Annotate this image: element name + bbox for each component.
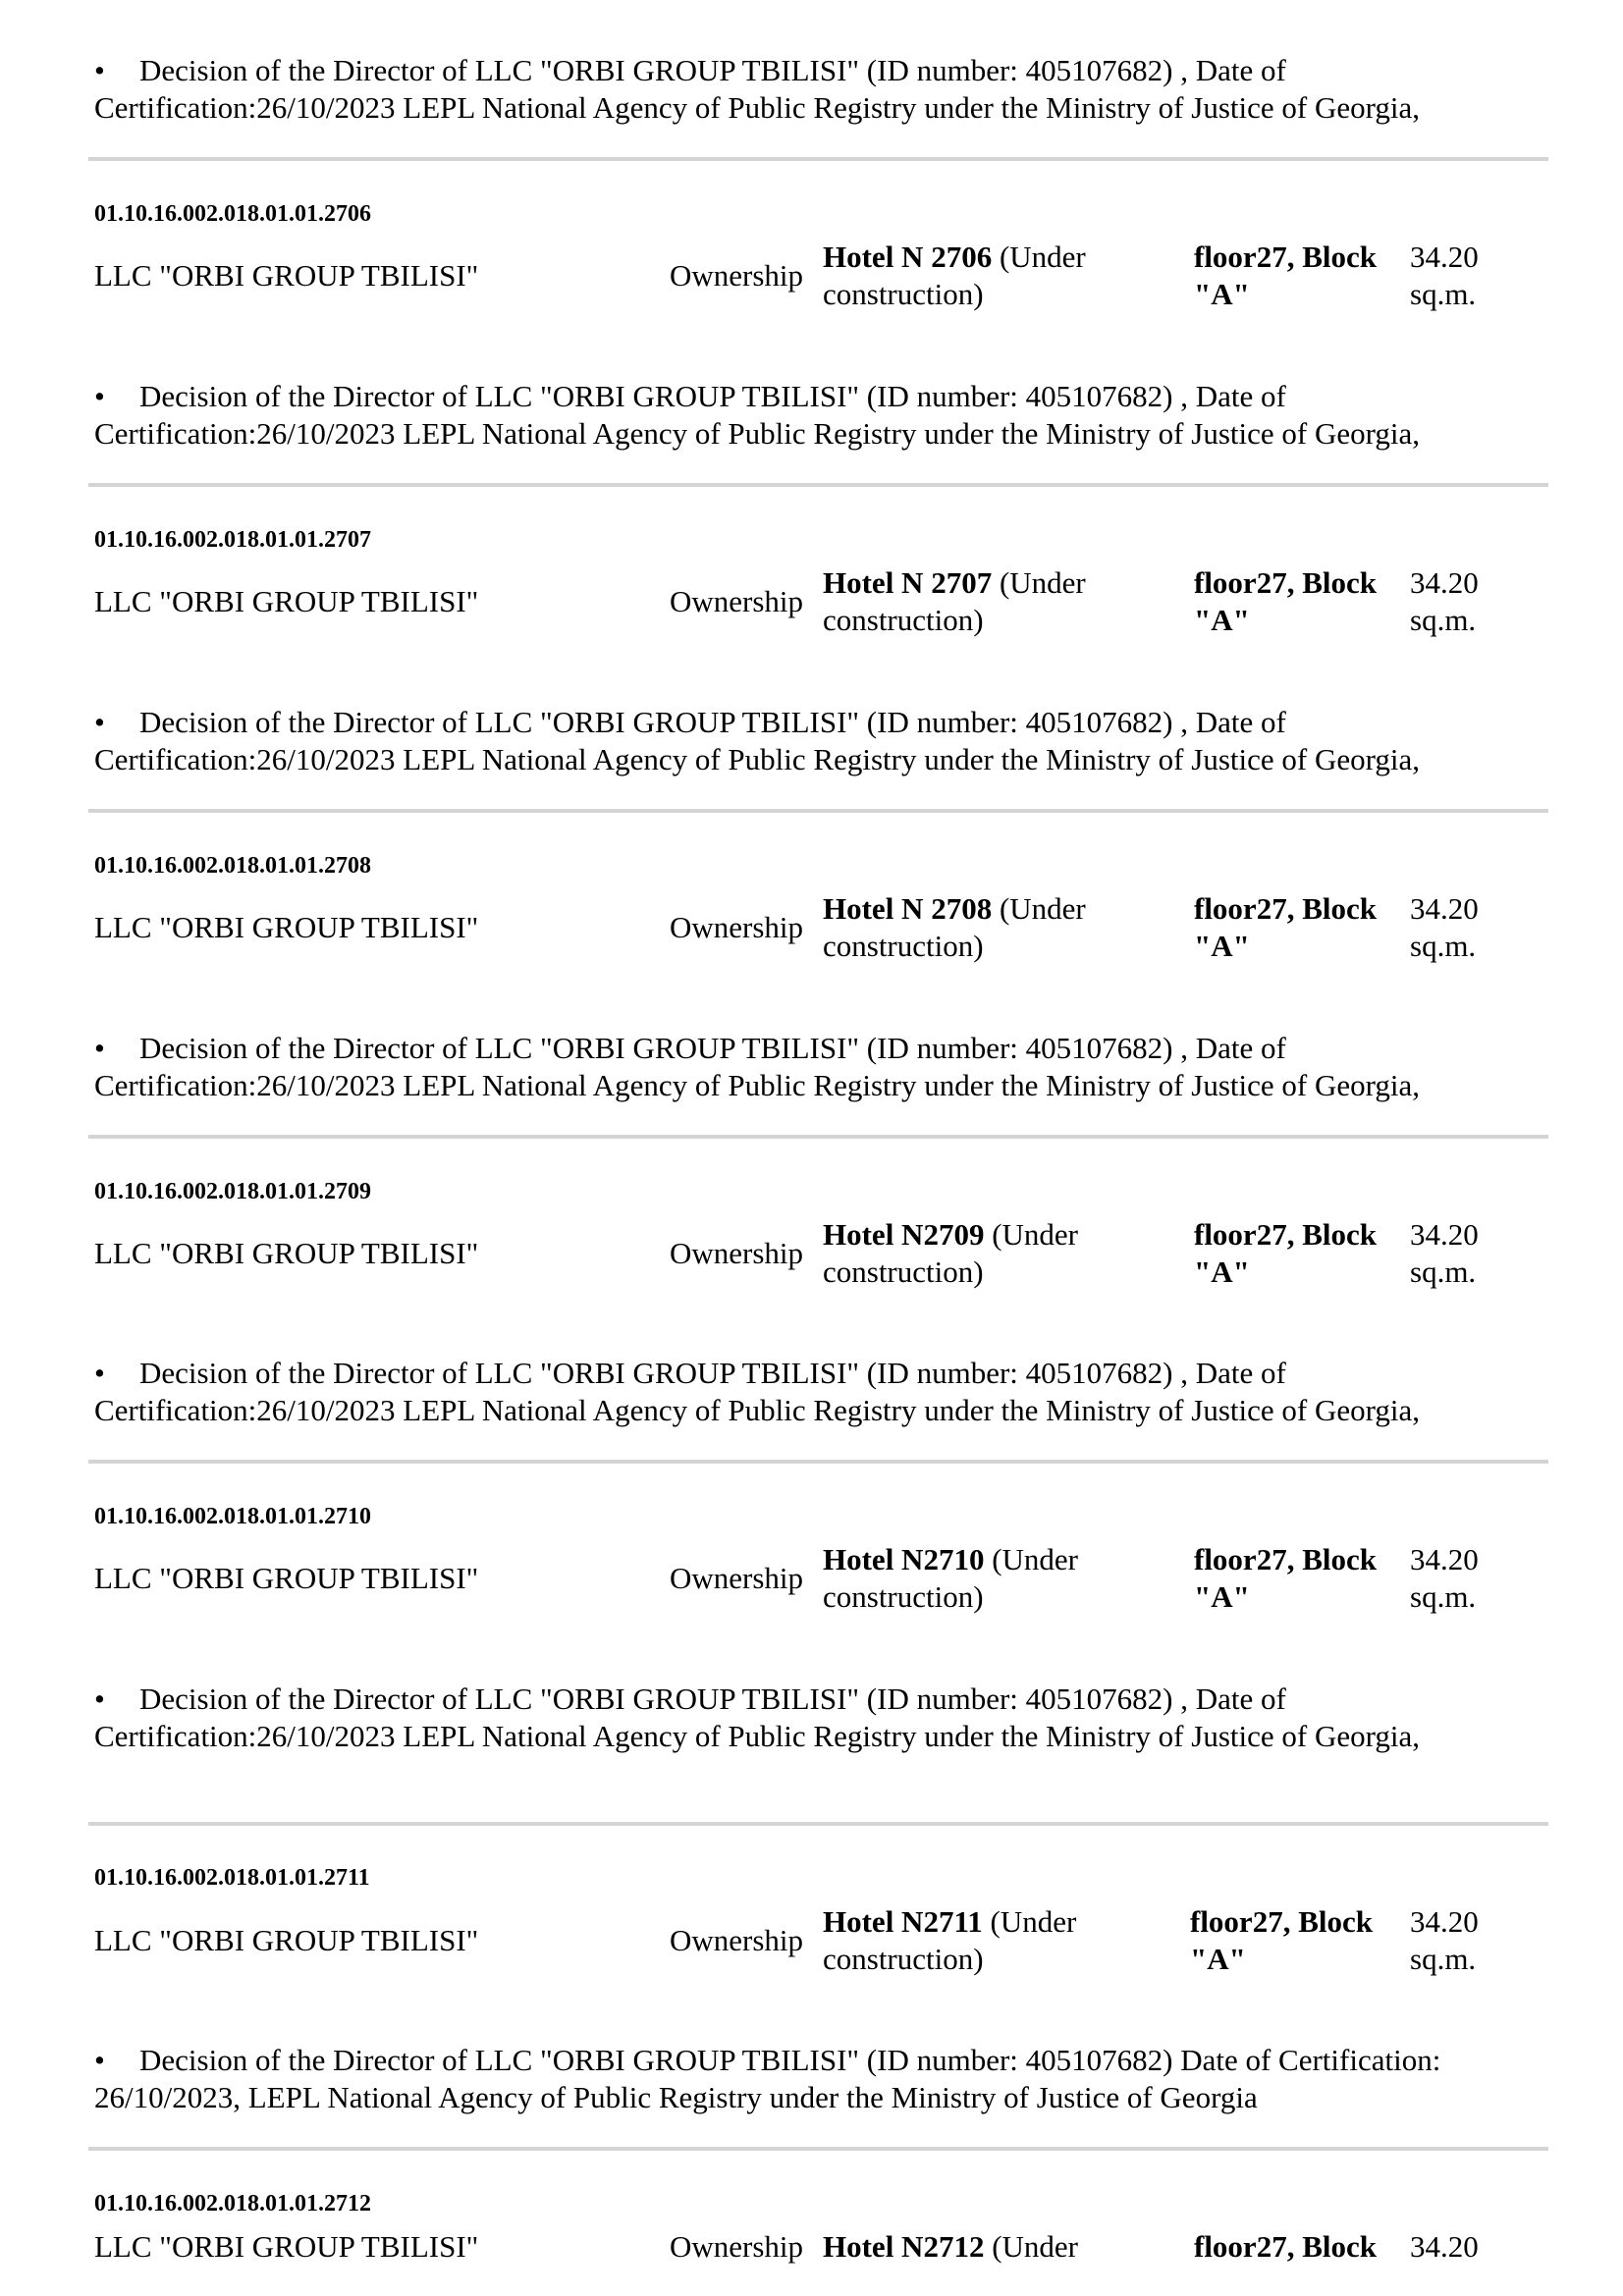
property-description [823,1216,1176,1291]
owner-name: LLC "ORBI GROUP TBILISI" [94,2229,479,2264]
property-description [823,2228,1176,2266]
bullet-icon: • [94,1356,105,1390]
decision-note: • Decision of the Director of LLC "ORBI GROUP TBILISI" (ID number: 405107682) , Date of Certification:26/10/2023 LEPL National Agency of Public Registry under the Ministry of Justice of Georgia, [94,53,1420,125]
property-location: floor27, Block [1194,2229,1377,2264]
divider [88,483,1548,487]
property-description [823,239,1176,313]
divider [88,2147,1548,2151]
right-type: Ownership [670,1561,804,1595]
property-description [823,564,1176,639]
property-status: (Under construction) [823,891,1086,963]
owner-name: LLC "ORBI GROUP TBILISI" [94,1561,479,1595]
cadastral-code: 01.10.16.002.018.01.01.2706 [94,201,371,227]
property-location: floor27, Block "A" [1194,1217,1377,1289]
divider [88,1822,1548,1826]
right-type: Ownership [670,1236,804,1270]
property-location: floor27, Block "A" [1190,1904,1373,1976]
bullet-icon: • [94,2043,105,2077]
owner-name: LLC "ORBI GROUP TBILISI" [94,1236,479,1270]
cadastral-code: 01.10.16.002.018.01.01.2707 [94,527,371,553]
right-type: Ownership [670,2229,804,2264]
property-status: (Under construction) [823,565,1086,637]
property-description [823,890,1176,965]
property-name: Hotel N2709 [823,1217,985,1252]
divider [88,1135,1548,1139]
property-name: Hotel N 2706 [823,240,993,274]
cadastral-code: 01.10.16.002.018.01.01.2709 [94,1179,371,1204]
property-name: Hotel N2712 [823,2229,985,2264]
decision-note: • Decision of the Director of LLC "ORBI GROUP TBILISI" (ID number: 405107682) , Date of Certification:26/10/2023 LEPL National Agency of Public Registry under the Ministry of Justice of Georgia, [94,705,1420,776]
property-name: Hotel N 2707 [823,565,993,600]
owner-name: LLC "ORBI GROUP TBILISI" [94,584,479,618]
property-area: 34.20 sq.m. [1410,1904,1479,1976]
right-type: Ownership [670,258,804,293]
property-location: floor27, Block "A" [1194,1542,1377,1614]
decision-note: • Decision of the Director of LLC "ORBI GROUP TBILISI" (ID number: 405107682) , Date of Certification:26/10/2023 LEPL National Agency of Public Registry under the Ministry of Justice of Georgia, [94,379,1420,451]
decision-note: • Decision of the Director of LLC "ORBI GROUP TBILISI" (ID number: 405107682) , Date of Certification:26/10/2023 LEPL National Agency of Public Registry under the Ministry of Justice of Georgia, [94,1682,1420,1753]
cadastral-code: 01.10.16.002.018.01.01.2711 [94,1865,370,1891]
decision-note: • Decision of the Director of LLC "ORBI GROUP TBILISI" (ID number: 405107682) , Date of Certification:26/10/2023 LEPL National Agency of Public Registry under the Ministry of Justice of Georgia, [94,1031,1420,1102]
property-description [823,1541,1176,1616]
bullet-icon: • [94,1031,105,1065]
decision-note: • Decision of the Director of LLC "ORBI GROUP TBILISI" (ID number: 405107682) Date of Certification: 26/10/2023, LEPL National Agency of Public Registry under the Ministry of Justice of Georgia [94,2043,1441,2114]
property-location: floor27, Block "A" [1194,891,1377,963]
cadastral-code: 01.10.16.002.018.01.01.2708 [94,853,371,879]
property-area: 34.20 sq.m. [1410,240,1479,311]
property-name: Hotel N2710 [823,1542,985,1576]
owner-name: LLC "ORBI GROUP TBILISI" [94,910,479,944]
owner-name: LLC "ORBI GROUP TBILISI" [94,258,479,293]
property-status: (Under construction) [823,1904,1077,1976]
property-area: 34.20 sq.m. [1410,891,1479,963]
bullet-icon: • [94,1682,105,1716]
right-type: Ownership [670,584,804,618]
divider [88,809,1548,813]
property-area: 34.20 sq.m. [1410,1542,1479,1614]
property-area: 34.20 sq.m. [1410,1217,1479,1289]
property-status: (Under construction) [823,240,1086,311]
property-name: Hotel N2711 [823,1904,983,1939]
property-area: 34.20 sq.m. [1410,565,1479,637]
property-status: (Under construction) [823,1542,1078,1614]
property-location: floor27, Block "A" [1194,565,1377,637]
property-name: Hotel N 2708 [823,891,993,926]
divider [88,1460,1548,1464]
right-type: Ownership [670,910,804,944]
property-description [823,1903,1176,1978]
right-type: Ownership [670,1923,804,1957]
cadastral-code: 01.10.16.002.018.01.01.2712 [94,2191,371,2216]
property-status: (Under construction) [823,1217,1078,1289]
property-location: floor27, Block "A" [1194,240,1377,311]
bullet-icon: • [94,53,105,87]
divider [88,157,1548,161]
property-area: 34.20 [1410,2229,1479,2264]
bullet-icon: • [94,705,105,739]
cadastral-code: 01.10.16.002.018.01.01.2710 [94,1504,371,1529]
property-status: (Under [992,2229,1078,2264]
bullet-icon: • [94,379,105,413]
owner-name: LLC "ORBI GROUP TBILISI" [94,1923,479,1957]
decision-note: • Decision of the Director of LLC "ORBI GROUP TBILISI" (ID number: 405107682) , Date of Certification:26/10/2023 LEPL National Agency of Public Registry under the Ministry of Justice of Georgia, [94,1356,1420,1427]
